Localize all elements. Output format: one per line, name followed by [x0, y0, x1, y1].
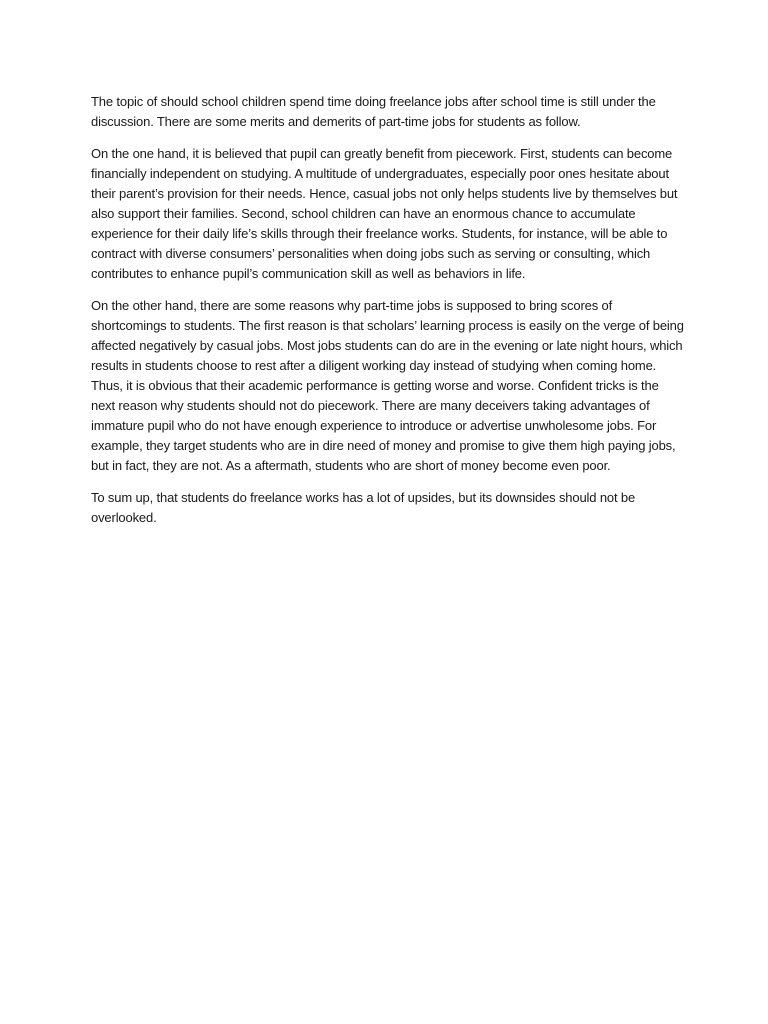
paragraph-introduction: The topic of should school children spend time doing freelance jobs after school time is still under the discussion. There are some merits and demerits of part-time jobs for students as follow.: [91, 94, 656, 129]
paragraph-conclusion: To sum up, that students do freelance works has a lot of upsides, but its downsides should not be overlooked.: [91, 490, 636, 525]
paragraph-disadvantages: On the other hand, there are some reasons why part-time jobs is supposed to bring scores of shortcomings to students. The first reason is that scholars’ learning process is easily on the verge of being affected negatively by casual jobs. Most jobs students can do are in the evening or late night hours, which results in students choose to rest after a diligent working day instead of studying when coming home. Thus, it is obvious that their academic performance is getting worse and worse. Confident tricks is the next reason why students should not do piecework. There are many deceivers taking advantages of immature pupil who do not have enough experience to introduce or advertise unwholesome jobs. For example, they target students who are in dire need of money and promise to give them high paying jobs, but in fact, they are not. As a aftermath, students who are short of money become even poor.: [91, 298, 684, 473]
document-body: [91, 92, 686, 540]
paragraph-advantages: On the one hand, it is believed that pupil can greatly benefit from piecework. First, students can become financially independent on studying. A multitude of undergraduates, especially poor ones hesitate about their parent’s provision for their needs. Hence, casual jobs not only helps students live by themselves but also support their families. Second, school children can have an enormous chance to accumulate experience for their daily life’s skills through their freelance works. Students, for instance, will be able to contract with diverse consumers’ personalities when doing jobs such as serving or consulting, which contributes to enhance pupil’s communication skill as well as behaviors in life.: [91, 146, 678, 281]
